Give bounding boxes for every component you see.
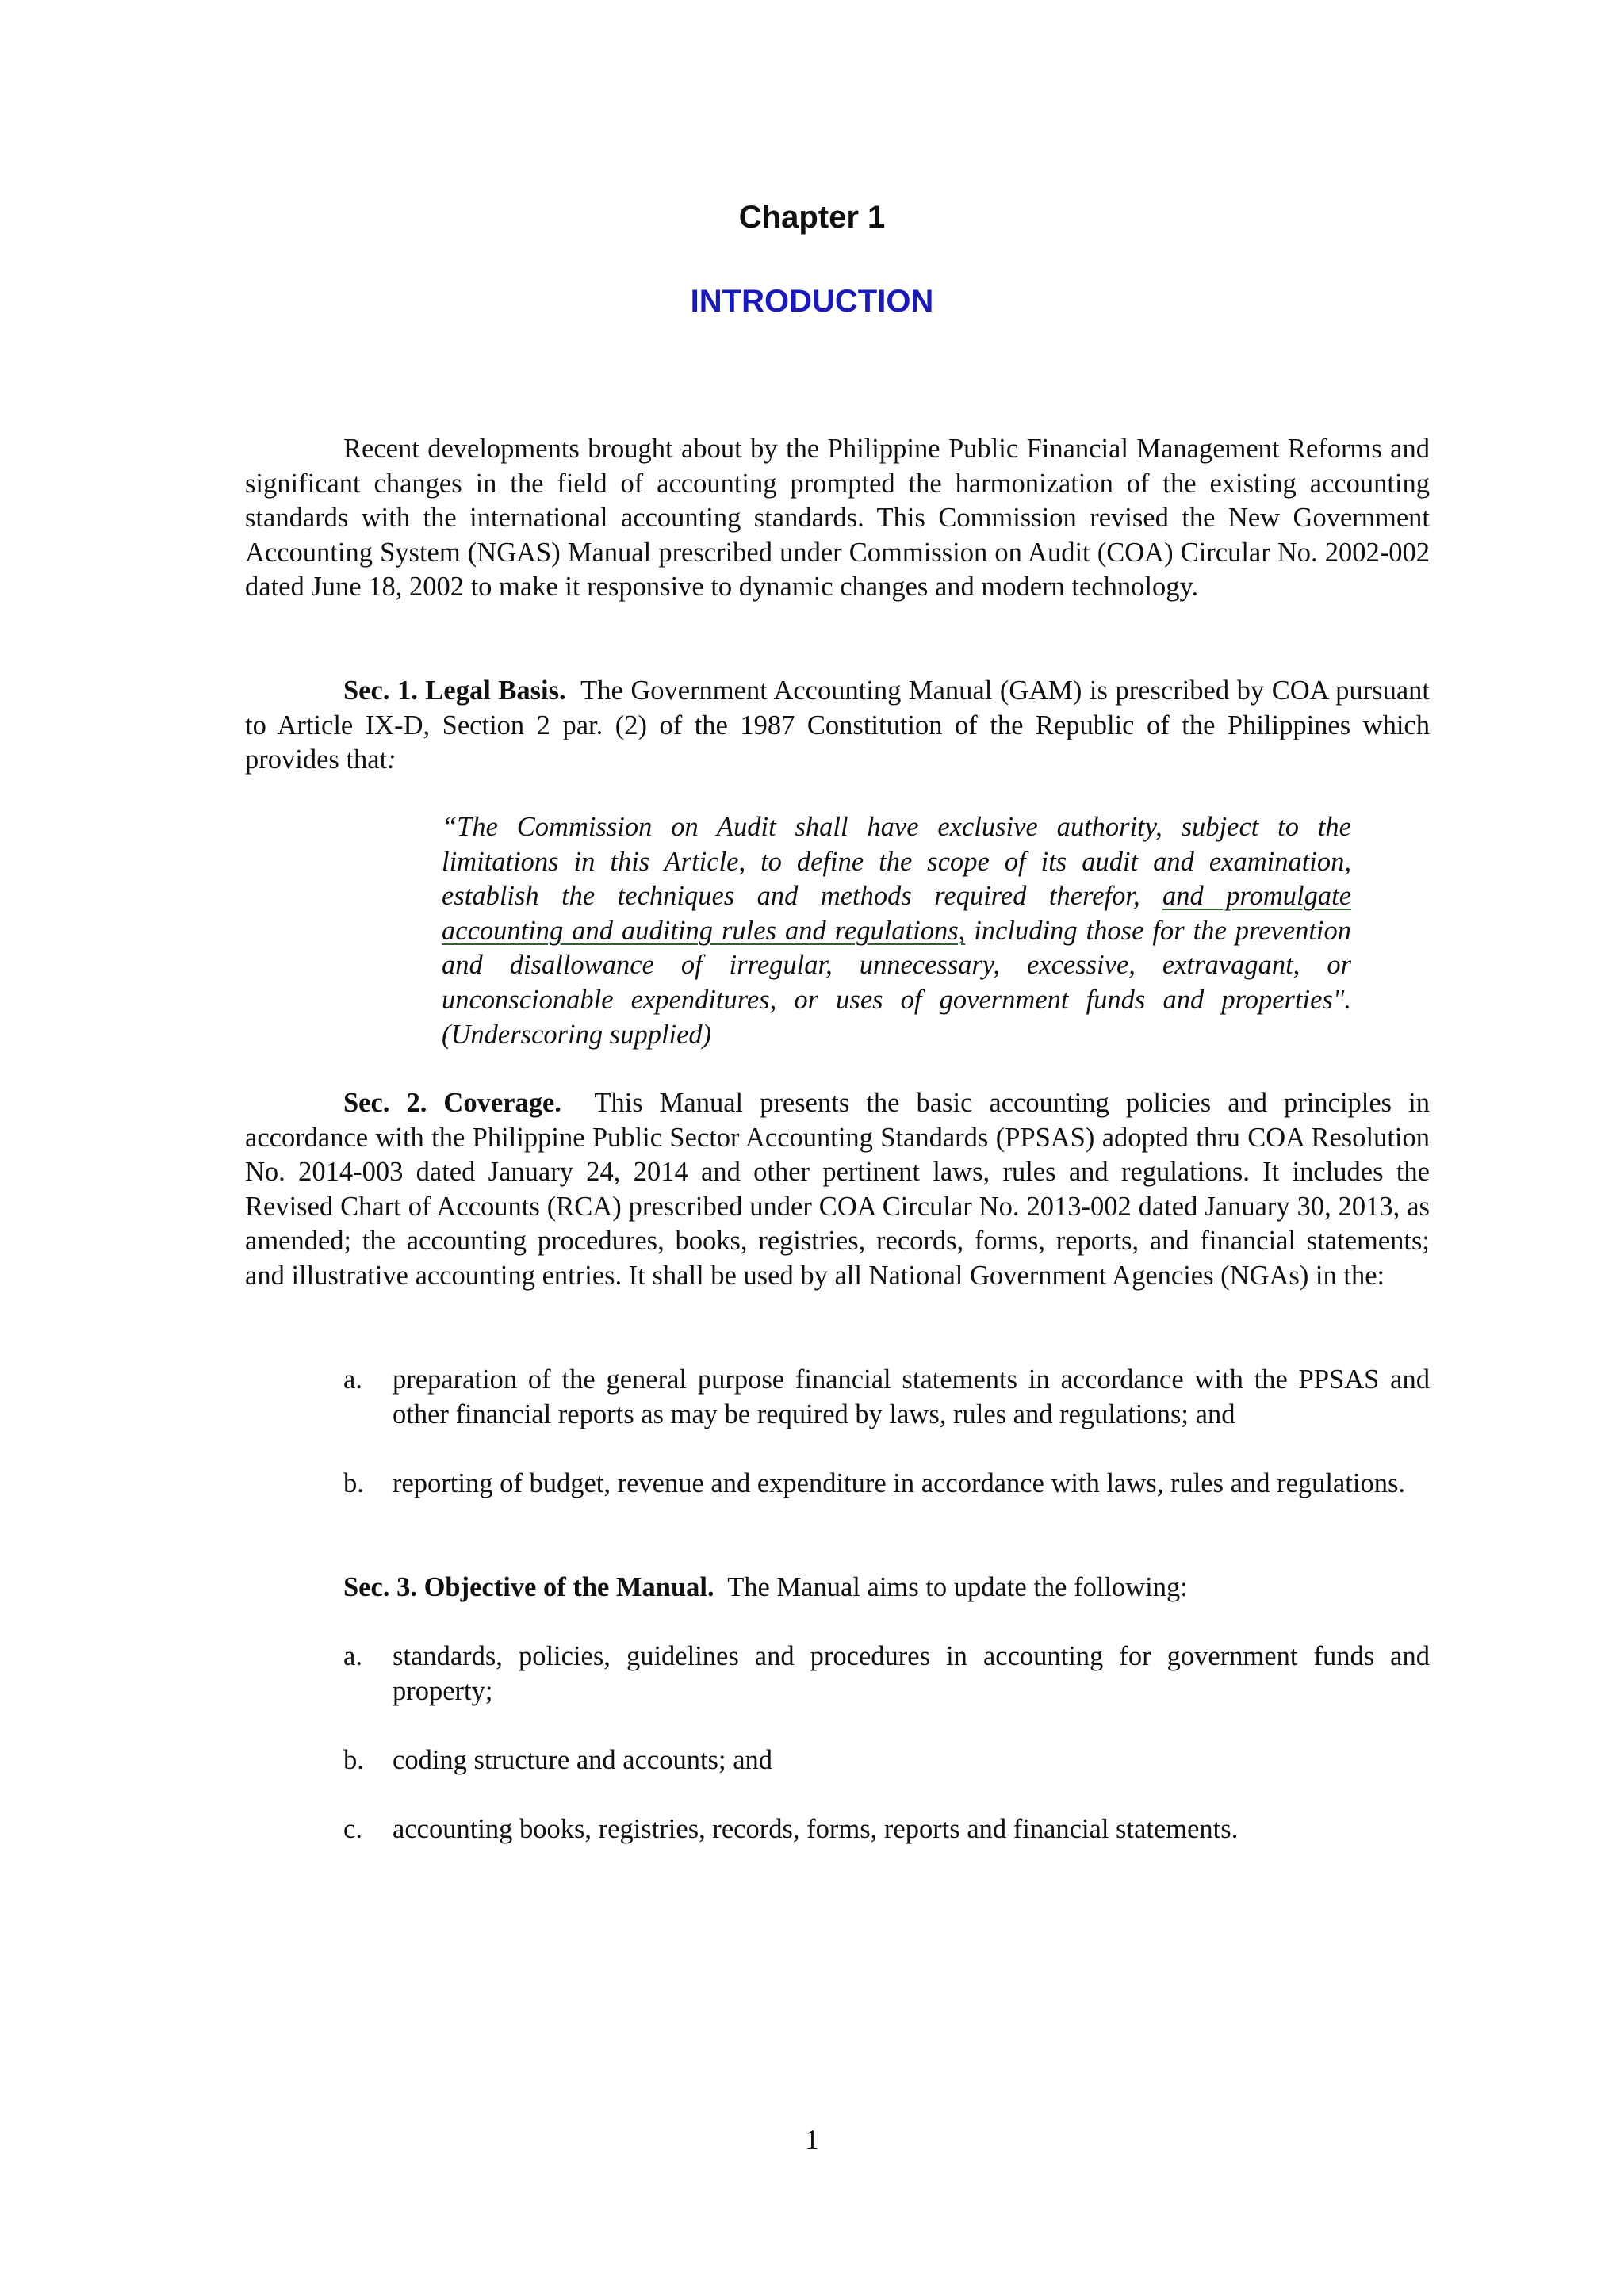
list-marker: c. (343, 1814, 362, 1844)
sec1-heading: Sec. 1. Legal Basis. (343, 675, 566, 706)
quote-text-after: including those for the prevention and disallowance of irregular, unnecessary, excessive, extravagant, or unconscionable expenditures, or uses of government funds and properties". (Underscoring supplied) (442, 915, 1351, 1050)
quote-text-before: “The Commission on Audit shall have exclusive authority, subject to the limitations in this Article, to define the scope of its audit and examination, establish the techniques and methods required therefor, (442, 812, 1351, 912)
quote-underlined-text: and promulgate accounting and auditing rules and regulations, (442, 881, 1352, 946)
list-item-text: standards, policies, guidelines and procedures in accounting for government funds and property; (393, 1641, 1430, 1706)
sec1-colon: : (387, 744, 396, 775)
list-marker: b. (343, 1745, 364, 1775)
sec3-list-item (343, 1812, 1430, 1847)
chapter-heading: Chapter 1 (738, 200, 886, 235)
sec2-body: This Manual presents the basic accounting policies and principles in accordance with the Philippine Public Sector Accounting Standards (PPSAS) adopted thru COA Resolution No. 2014-003 dated January 24, 2014 and other pertinent laws, rules and regulations. It includes the Revised Chart of Accounts (RCA) prescribed under COA Circular No. 2013-002 dated January 30, 2013, as amended; the accounting procedures, books, registries, records, forms, reports, and financial statements; and illustrative accounting entries. It shall be used by all National Government Agencies (NGAs) in the: (245, 1088, 1430, 1291)
sec1-body: The Government Accounting Manual (GAM) is prescribed by COA pursuant to Article IX-D, Section 2 par. (2) of the 1987 Constitution of the Republic of the Philippines which provides that (245, 675, 1430, 775)
sec2-list-item (343, 1363, 1430, 1432)
list-item-text: reporting of budget, revenue and expenditure in accordance with laws, rules and regulations. (393, 1468, 1406, 1498)
list-item-text: preparation of the general purpose financial statements in accordance with the PPSAS and other financial reports as may be required by laws, rules and regulations; and (393, 1364, 1430, 1429)
sec3-list-item (343, 1640, 1430, 1709)
list-marker: a. (343, 1364, 362, 1395)
sec2-paragraph (245, 1086, 1430, 1294)
sec3-body: The Manual aims to update the following: (727, 1572, 1188, 1602)
list-item-text: coding structure and accounts; and (393, 1745, 773, 1775)
sec3-heading: Sec. 3. Objective of the Manual. (343, 1572, 714, 1602)
list-marker: a. (343, 1641, 362, 1671)
chapter-title: INTRODUCTION (690, 284, 934, 319)
sec2-heading: Sec. 2. Coverage. (343, 1088, 561, 1118)
intro-paragraph: Recent developments brought about by the Philippine Public Financial Management Reforms and significant changes in the field of accounting prompted the harmonization of the existing accounting standards with the international accounting standards. This Commission revised the New Government Accounting System (NGAS) Manual prescribed under Commission on Audit (COA) Circular No. 2002-002 dated June 18, 2002 to make it responsive to dynamic changes and modern technology. (245, 434, 1430, 603)
page-number: 1 (805, 2125, 819, 2155)
sec2-list-item (343, 1467, 1430, 1502)
sec3-paragraph (343, 1571, 1430, 1605)
constitution-quote (442, 810, 1351, 1052)
list-item-text: accounting books, registries, records, forms, reports and financial statements. (393, 1814, 1239, 1844)
list-marker: b. (343, 1468, 364, 1498)
sec3-list-item (343, 1743, 1430, 1778)
sec1-paragraph (245, 674, 1430, 778)
